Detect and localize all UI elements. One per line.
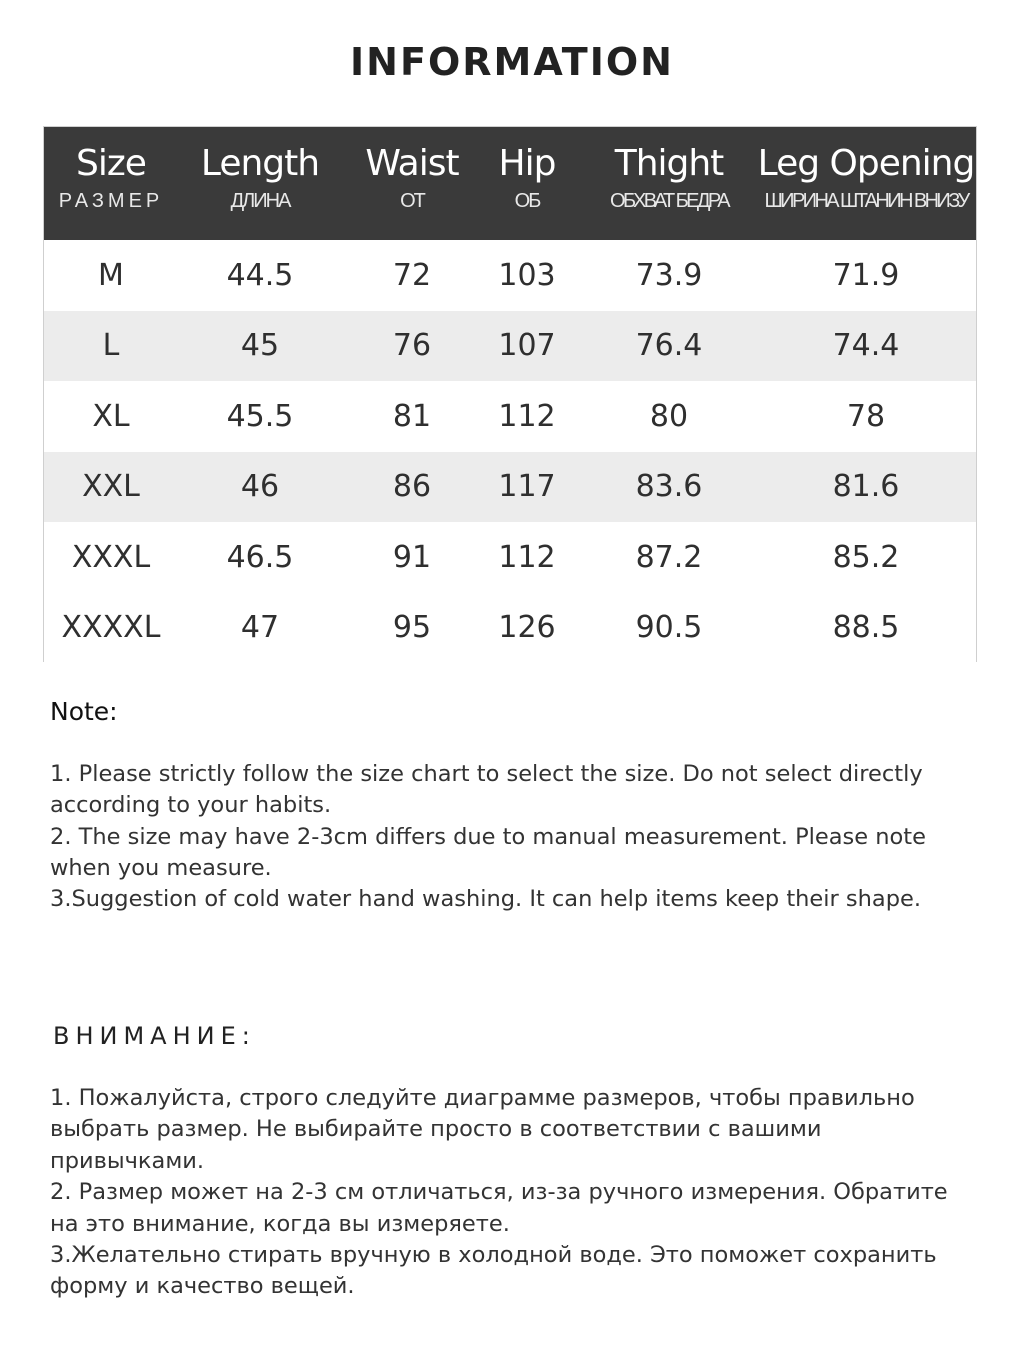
note-list-ru	[50, 1083, 970, 1303]
table-row	[44, 311, 976, 382]
header-size-en: Size	[76, 143, 146, 184]
size-chart-table	[43, 126, 977, 662]
cell-leg-opening: 74.4	[832, 328, 900, 364]
note-heading-ru: ВНИМАНИЕ:	[53, 1022, 256, 1050]
header-waist	[342, 127, 482, 240]
header-hip-en: Hip	[498, 143, 556, 184]
table-row	[44, 452, 976, 523]
cell-waist: 95	[392, 610, 432, 646]
page-title: INFORMATION	[350, 40, 674, 84]
header-length	[178, 127, 342, 240]
cell-length: 47	[240, 610, 280, 646]
cell-hip: 126	[498, 610, 556, 646]
note-item-ru: 2. Размер может на 2-3 см отличаться, из-за ручного измерения. Обратите на это внимание, когда вы измеряете.	[50, 1179, 948, 1237]
cell-hip: 117	[498, 469, 556, 505]
cell-length: 45	[240, 328, 280, 364]
header-leg-opening	[757, 127, 975, 240]
cell-leg-opening: 71.9	[832, 257, 900, 293]
header-leg-opening-en: Leg Opening	[757, 143, 975, 184]
cell-size: L	[102, 328, 120, 364]
cell-leg-opening: 85.2	[832, 539, 900, 575]
cell-hip: 112	[498, 398, 556, 434]
header-length-ru: ДЛИНА	[230, 190, 290, 212]
cell-thigh: 73.9	[635, 257, 703, 293]
cell-leg-opening: 88.5	[832, 610, 900, 646]
note-list	[50, 759, 950, 915]
header-thigh-ru: ОБХВАТ БЕДРА	[610, 190, 728, 212]
table-row	[44, 522, 976, 593]
cell-size: XL	[92, 398, 130, 434]
cell-hip: 112	[498, 539, 556, 575]
table-row	[44, 593, 976, 664]
cell-thigh: 87.2	[635, 539, 703, 575]
cell-leg-opening: 81.6	[832, 469, 900, 505]
header-hip-ru: ОБ	[514, 190, 540, 212]
header-thigh	[572, 127, 766, 240]
table-row	[44, 240, 976, 311]
note-item: 1. Please strictly follow the size chart to select the size. Do not select directly according to your habits.	[50, 761, 923, 819]
header-length-en: Length	[200, 143, 320, 184]
note-item: 2. The size may have 2-3cm differs due to manual measurement. Please note when you measure.	[50, 823, 926, 881]
cell-size: M	[98, 257, 124, 293]
cell-length: 45.5	[226, 398, 294, 434]
cell-size: XXXXL	[61, 610, 161, 646]
header-thigh-en: Thight	[614, 143, 724, 184]
cell-thigh: 90.5	[635, 610, 703, 646]
cell-leg-opening: 78	[846, 398, 886, 434]
cell-hip: 107	[498, 328, 556, 364]
cell-hip: 103	[498, 257, 556, 293]
header-waist-ru: ОТ	[400, 190, 424, 212]
header-hip	[482, 127, 572, 240]
header-leg-opening-ru: ШИРИНА ШТАНИН ВНИЗУ	[764, 190, 968, 212]
cell-waist: 76	[392, 328, 432, 364]
cell-thigh: 76.4	[635, 328, 703, 364]
note-item: 3.Suggestion of cold water hand washing. It can help items keep their shape.	[50, 886, 921, 913]
cell-waist: 86	[392, 469, 432, 505]
cell-waist: 81	[392, 398, 432, 434]
header-size-ru: РАЗМЕР	[58, 190, 164, 212]
cell-length: 46.5	[226, 539, 294, 575]
cell-size: XXL	[82, 469, 140, 505]
note-heading: Note:	[50, 697, 118, 726]
note-item-ru: 1. Пожалуйста, строго следуйте диаграмме размеров, чтобы правильно выбрать размер. Не выбирайте просто в соответствии с вашими привычками.	[50, 1085, 915, 1174]
cell-length: 44.5	[226, 257, 294, 293]
table-header	[44, 127, 976, 240]
cell-waist: 72	[392, 257, 432, 293]
header-size	[44, 127, 178, 240]
table-row	[44, 381, 976, 452]
note-item-ru: 3.Желательно стирать вручную в холодной воде. Это поможет сохранить форму и качество вещей.	[50, 1242, 937, 1300]
cell-waist: 91	[392, 539, 432, 575]
cell-length: 46	[240, 469, 280, 505]
cell-size: XXXL	[71, 539, 151, 575]
cell-thigh: 80	[649, 398, 689, 434]
header-waist-en: Waist	[365, 143, 459, 184]
cell-thigh: 83.6	[635, 469, 703, 505]
